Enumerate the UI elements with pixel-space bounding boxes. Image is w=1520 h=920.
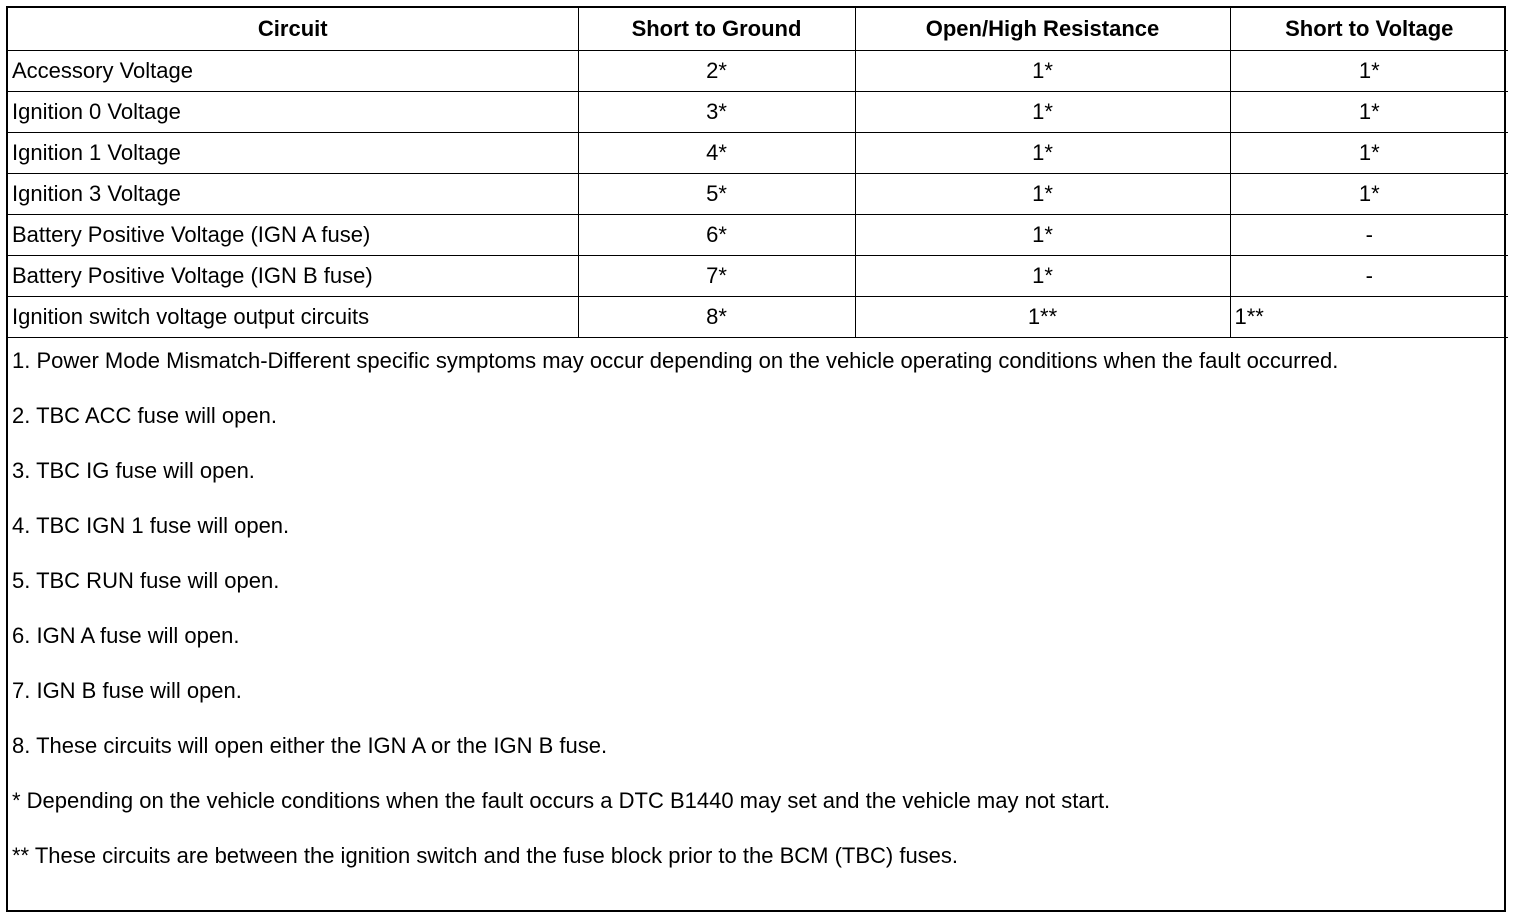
table-header-row xyxy=(8,8,1508,50)
cell-short-to-voltage: 1* xyxy=(1230,173,1508,214)
cell-circuit: Ignition switch voltage output circuits xyxy=(8,296,578,337)
note-7: 7. IGN B fuse will open. xyxy=(12,677,242,703)
cell-circuit: Ignition 1 Voltage xyxy=(8,132,578,173)
cell-short-to-voltage: 1* xyxy=(1230,132,1508,173)
cell-short-to-voltage: - xyxy=(1230,214,1508,255)
cell-circuit: Battery Positive Voltage (IGN B fuse) xyxy=(8,255,578,296)
table-row xyxy=(8,296,1508,337)
header-short-to-ground: Short to Ground xyxy=(578,8,855,50)
table-row xyxy=(8,50,1508,91)
table-row xyxy=(8,255,1508,296)
cell-short-to-voltage: 1* xyxy=(1230,91,1508,132)
note-3: 3. TBC IG fuse will open. xyxy=(12,457,255,483)
header-circuit: Circuit xyxy=(8,8,578,50)
note-asterisk: * Depending on the vehicle conditions when the fault occurs a DTC B1440 may set and the vehicle may not start. xyxy=(12,787,1111,813)
document-sheet xyxy=(6,6,1506,912)
cell-short-to-ground: 2* xyxy=(578,50,855,91)
cell-short-to-voltage: 1* xyxy=(1230,50,1508,91)
cell-circuit: Accessory Voltage xyxy=(8,50,578,91)
cell-short-to-ground: 3* xyxy=(578,91,855,132)
cell-short-to-ground: 6* xyxy=(578,214,855,255)
circuit-table xyxy=(8,8,1508,338)
note-6: 6. IGN A fuse will open. xyxy=(12,622,240,648)
cell-open-high-resistance: 1* xyxy=(855,132,1230,173)
table-row xyxy=(8,173,1508,214)
cell-short-to-ground: 5* xyxy=(578,173,855,214)
cell-open-high-resistance: 1** xyxy=(855,296,1230,337)
cell-open-high-resistance: 1* xyxy=(855,91,1230,132)
table-row xyxy=(8,214,1508,255)
header-open-high-resistance: Open/High Resistance xyxy=(855,8,1230,50)
table-row xyxy=(8,91,1508,132)
cell-short-to-ground: 4* xyxy=(578,132,855,173)
note-4: 4. TBC IGN 1 fuse will open. xyxy=(12,512,290,538)
cell-open-high-resistance: 1* xyxy=(855,214,1230,255)
cell-short-to-voltage: - xyxy=(1230,255,1508,296)
note-5: 5. TBC RUN fuse will open. xyxy=(12,567,280,593)
cell-short-to-ground: 8* xyxy=(578,296,855,337)
cell-open-high-resistance: 1* xyxy=(855,173,1230,214)
table-row xyxy=(8,132,1508,173)
cell-circuit: Ignition 3 Voltage xyxy=(8,173,578,214)
note-1: 1. Power Mode Mismatch-Different specific symptoms may occur depending on the vehicle operating conditions when the fault occurred. xyxy=(12,347,1339,373)
cell-short-to-voltage: 1** xyxy=(1230,296,1508,337)
cell-circuit: Battery Positive Voltage (IGN A fuse) xyxy=(8,214,578,255)
cell-circuit: Ignition 0 Voltage xyxy=(8,91,578,132)
cell-short-to-ground: 7* xyxy=(578,255,855,296)
note-double-asterisk: ** These circuits are between the ignition switch and the fuse block prior to the BCM (TBC) fuses. xyxy=(12,842,959,868)
cell-open-high-resistance: 1* xyxy=(855,255,1230,296)
notes-section xyxy=(8,338,1504,870)
header-short-to-voltage: Short to Voltage xyxy=(1230,8,1508,50)
note-2: 2. TBC ACC fuse will open. xyxy=(12,402,277,428)
cell-open-high-resistance: 1* xyxy=(855,50,1230,91)
note-8: 8. These circuits will open either the IGN A or the IGN B fuse. xyxy=(12,732,608,758)
